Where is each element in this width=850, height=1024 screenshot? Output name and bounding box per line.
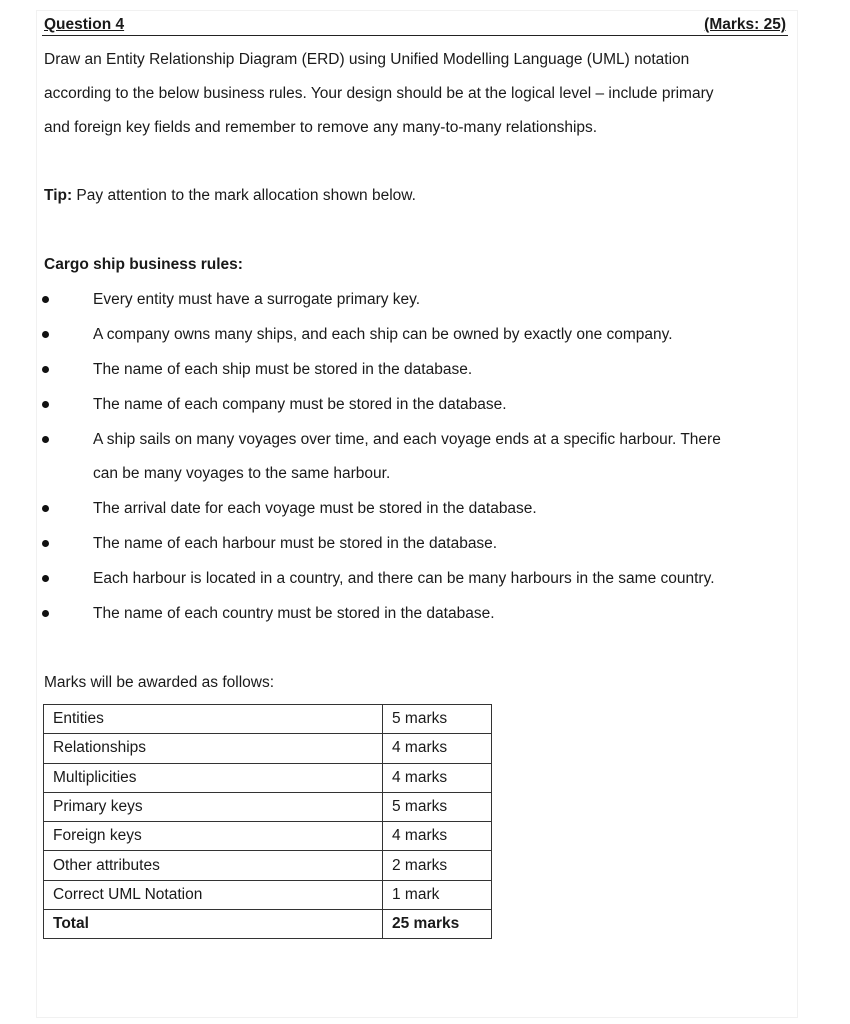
intro-line: Draw an Entity Relationship Diagram (ERD) using Unified Modelling Language (UML) notation [44,51,690,68]
table-cell-item: Multiplicities [44,763,383,792]
tip-text: Pay attention to the mark allocation shown below. [72,187,416,204]
rule-text: The name of each harbour must be stored in the database. [93,535,498,552]
rule-text: The arrival date for each voyage must be stored in the database. [93,500,537,517]
rule-text: Every entity must have a surrogate primary key. [93,291,421,308]
marks-table [43,704,492,939]
bullet-icon [42,436,49,443]
rule-text: A company owns many ships, and each ship can be owned by exactly one company. [93,326,673,343]
rule-text: The name of each company must be stored in the database. [93,396,507,413]
table-cell-marks: 5 marks [383,705,492,734]
table-cell-marks: 25 marks [383,910,492,939]
bullet-icon [42,331,49,338]
intro-line: and foreign key fields and remember to remove any many-to-many relationships. [44,119,598,136]
table-row [44,734,492,763]
bullet-icon [42,366,49,373]
tip [44,179,416,213]
table-cell-item: Relationships [44,734,383,763]
bullet-icon [42,401,49,408]
table-cell-marks: 4 marks [383,734,492,763]
table-cell-item: Entities [44,705,383,734]
table-row-total [44,910,492,939]
rule-text: The name of each ship must be stored in the database. [93,361,473,378]
table-cell-item: Total [44,910,383,939]
bullet-icon [42,296,49,303]
marks-intro: Marks will be awarded as follows: [44,674,275,691]
table-cell-marks: 1 mark [383,880,492,909]
bullet-icon [42,540,49,547]
tip-label: Tip: [44,187,73,204]
rule-text: Each harbour is located in a country, and there can be many harbours in the same country. [93,570,715,587]
table-row [44,705,492,734]
bullet-icon [42,505,49,512]
table-cell-marks: 4 marks [383,822,492,851]
table-row [44,792,492,821]
table-cell-marks: 4 marks [383,763,492,792]
intro-line: according to the below business rules. Your design should be at the logical level – include primary [44,85,714,102]
table-cell-marks: 2 marks [383,851,492,880]
rules-title: Cargo ship business rules: [44,256,243,273]
question-title: Question 4 [44,16,125,33]
rule-text: The name of each country must be stored in the database. [93,605,495,622]
table-row [44,880,492,909]
table-row [44,822,492,851]
table-cell-item: Foreign keys [44,822,383,851]
question-marks: (Marks: 25) [704,16,786,33]
rule-text: can be many voyages to the same harbour. [93,465,391,482]
table-row [44,763,492,792]
table-cell-marks: 5 marks [383,792,492,821]
question-header [42,13,788,36]
table-cell-item: Other attributes [44,851,383,880]
intro-paragraph [44,43,794,145]
bullet-icon [42,610,49,617]
table-cell-item: Primary keys [44,792,383,821]
table-row [44,851,492,880]
table-cell-item: Correct UML Notation [44,880,383,909]
rule-text: A ship sails on many voyages over time, and each voyage ends at a specific harbour. There [93,431,721,448]
bullet-icon [42,575,49,582]
